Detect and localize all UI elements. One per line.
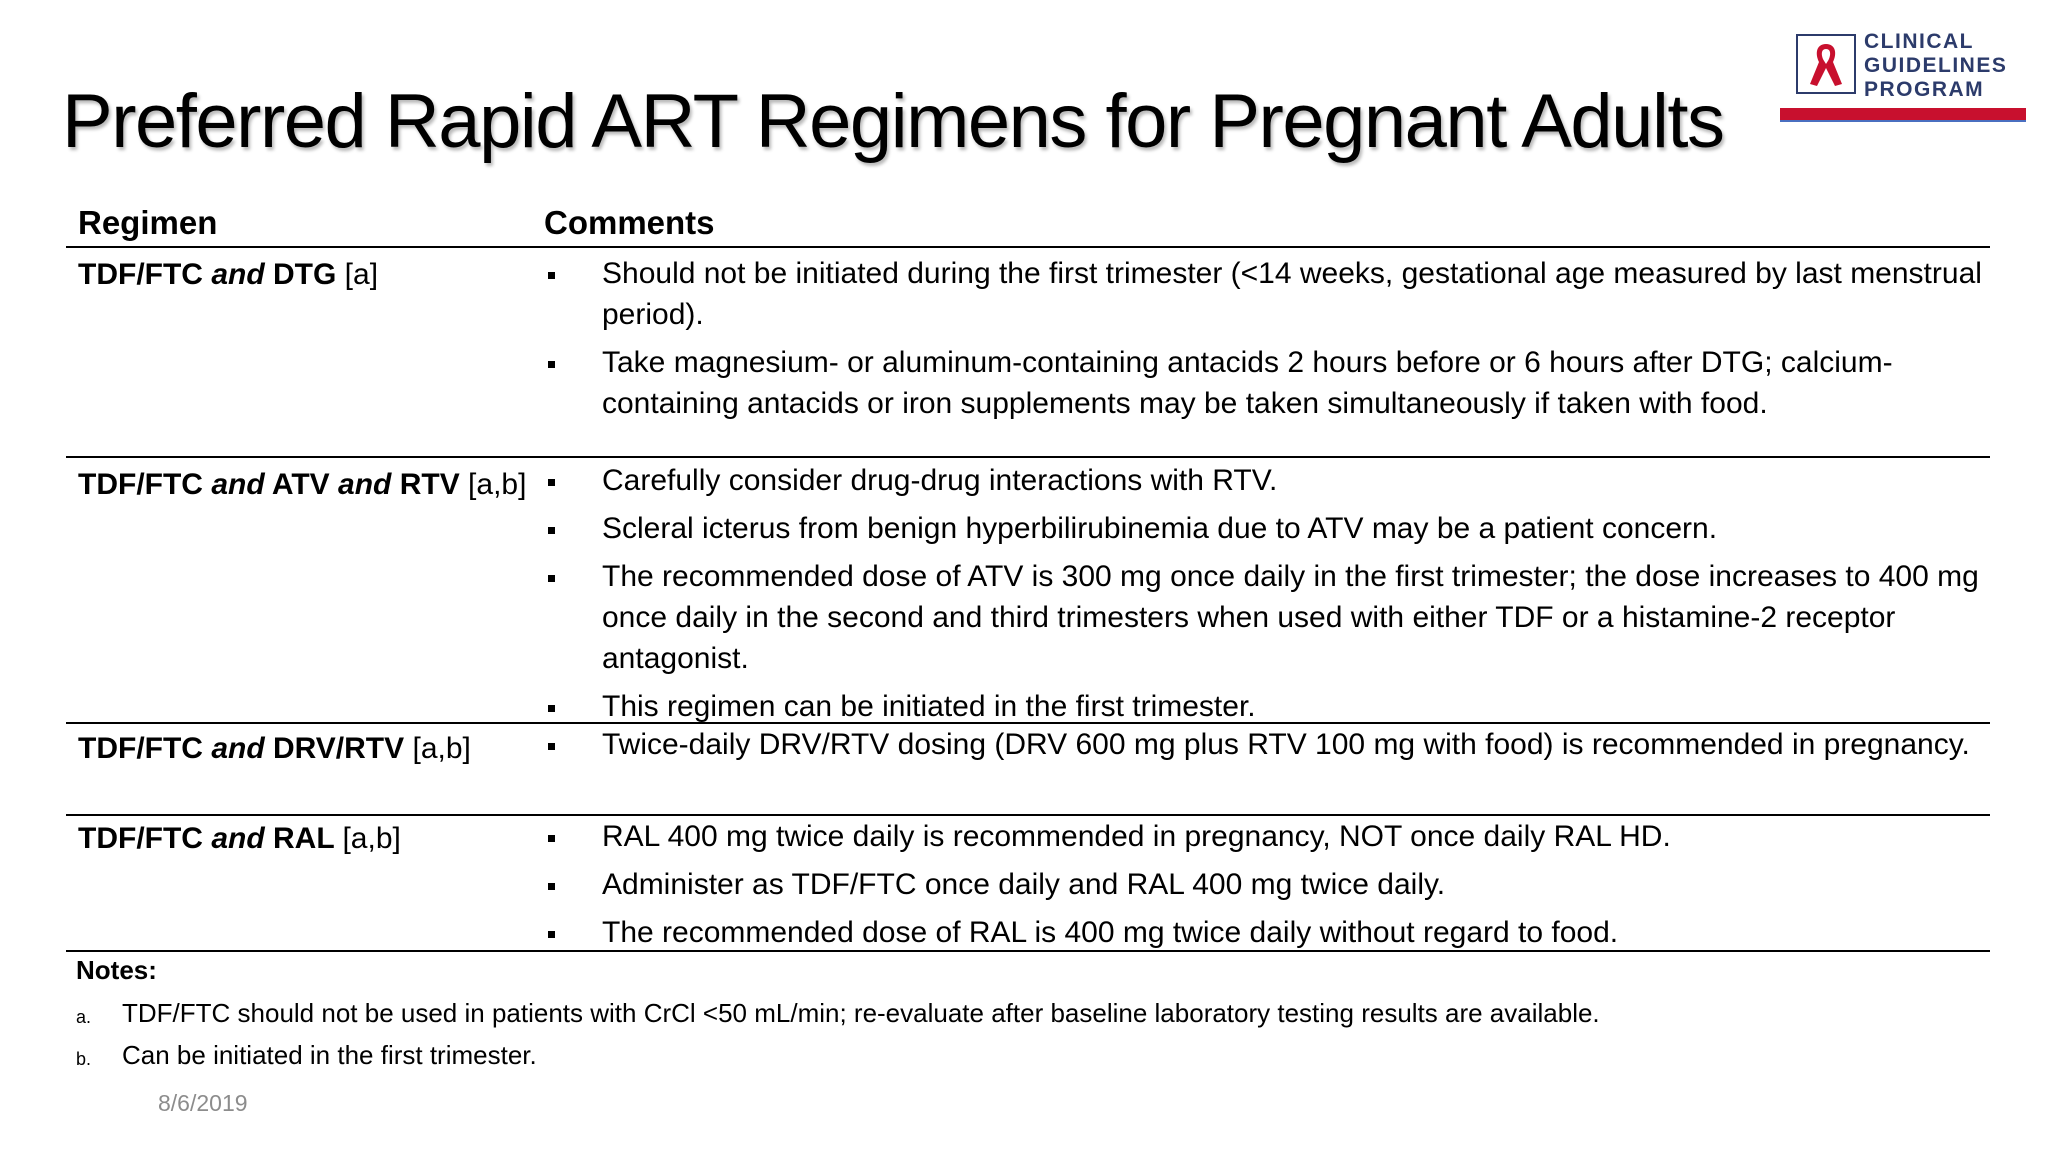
list-item: Twice-daily DRV/RTV dosing (DRV 600 mg plus RTV 100 mg with food) is recommended in pregnancy.: [544, 724, 1984, 765]
note-letter: b.: [76, 1049, 92, 1069]
regimen-connector: and: [211, 822, 265, 855]
regimen-footnote-ref: [a]: [344, 258, 379, 291]
note-text: Can be initiated in the first trimester.: [122, 1040, 537, 1070]
logo-emblem: [1796, 34, 1856, 94]
list-item: This regimen can be initiated in the first trimester.: [544, 686, 1984, 727]
list-item: Administer as TDF/FTC once daily and RAL 400 mg twice daily.: [544, 864, 1984, 905]
logo-line-3: PROGRAM: [1864, 78, 1985, 101]
regimen-drug: DRV/RTV: [273, 732, 405, 765]
notes-section: [76, 955, 1976, 1082]
table-row: [66, 816, 1990, 952]
logo-line-1: CLINICAL: [1864, 30, 1974, 53]
clinical-guidelines-logo: [1780, 30, 2026, 130]
regimen-drug: TDF/FTC: [78, 258, 203, 291]
regimen-footnote-ref: [a,b]: [342, 822, 401, 855]
comments-list: [544, 248, 1984, 424]
list-item: The recommended dose of RAL is 400 mg twice daily without regard to food.: [544, 912, 1984, 953]
table-row: [66, 458, 1990, 724]
regimen-drug: RAL: [273, 822, 335, 855]
logo-wordmark: [1864, 30, 2007, 102]
regimen-footnote-ref: [a,b]: [468, 468, 527, 501]
comments-list: [544, 816, 1984, 953]
list-item: RAL 400 mg twice daily is recommended in pregnancy, NOT once daily RAL HD.: [544, 816, 1984, 857]
list-item: Should not be initiated during the first trimester (<14 weeks, gestational age measured by last menstrual period).: [544, 253, 1984, 335]
regimens-table: [66, 200, 1990, 952]
comments-column-header: Comments: [544, 204, 715, 241]
slide-date: 8/6/2019: [158, 1090, 248, 1116]
regimen-drug: TDF/FTC: [78, 822, 203, 855]
regimen-drug: DTG: [273, 258, 337, 291]
regimen-drug: ATV: [271, 468, 330, 501]
regimen-connector: and: [211, 732, 265, 765]
list-item: The recommended dose of ATV is 300 mg once daily in the first trimester; the dose increases to 400 mg once daily in the second and third trimesters when used with either TDF or a histamine-2 receptor antagonist.: [544, 556, 1984, 679]
regimen-connector: and: [338, 468, 392, 501]
list-item: Take magnesium- or aluminum-containing antacids 2 hours before or 6 hours after DTG; calcium-containing antacids or iron supplements may be taken simultaneously if taken with food.: [544, 342, 1984, 424]
table-row: [66, 724, 1990, 816]
regimen-name: [78, 468, 526, 502]
regimen-drug: RTV: [399, 468, 460, 501]
table-header: [66, 200, 1990, 248]
comments-list: [544, 458, 1984, 727]
slide-title: Preferred Rapid ART Regimens for Pregnant Adults: [62, 79, 1724, 164]
regimen-connector: and: [211, 468, 265, 501]
note-letter: a.: [76, 1007, 92, 1027]
regimen-drug: TDF/FTC: [78, 732, 203, 765]
comments-list: [544, 724, 1984, 765]
list-item: Carefully consider drug-drug interactions with RTV.: [544, 460, 1984, 501]
logo-blue-underline: [1780, 108, 2026, 122]
regimen-connector: and: [211, 258, 265, 291]
regimen-footnote-ref: [a,b]: [412, 732, 471, 765]
red-ribbon-icon: [1806, 40, 1846, 90]
notes-heading: Notes:: [76, 955, 157, 985]
regimen-name: [78, 258, 378, 292]
regimen-column-header: Regimen: [78, 204, 218, 241]
note-text: TDF/FTC should not be used in patients with CrCl <50 mL/min; re-evaluate after baseline laboratory testing results are available.: [122, 998, 1600, 1028]
list-item: Scleral icterus from benign hyperbilirubinemia due to ATV may be a patient concern.: [544, 508, 1984, 549]
table-row: [66, 248, 1990, 458]
note-item: [76, 1040, 1976, 1070]
note-item: [76, 998, 1976, 1028]
logo-line-2: GUIDELINES: [1864, 54, 2008, 77]
regimen-drug: TDF/FTC: [78, 468, 203, 501]
regimen-name: [78, 822, 401, 856]
regimen-name: [78, 732, 471, 766]
